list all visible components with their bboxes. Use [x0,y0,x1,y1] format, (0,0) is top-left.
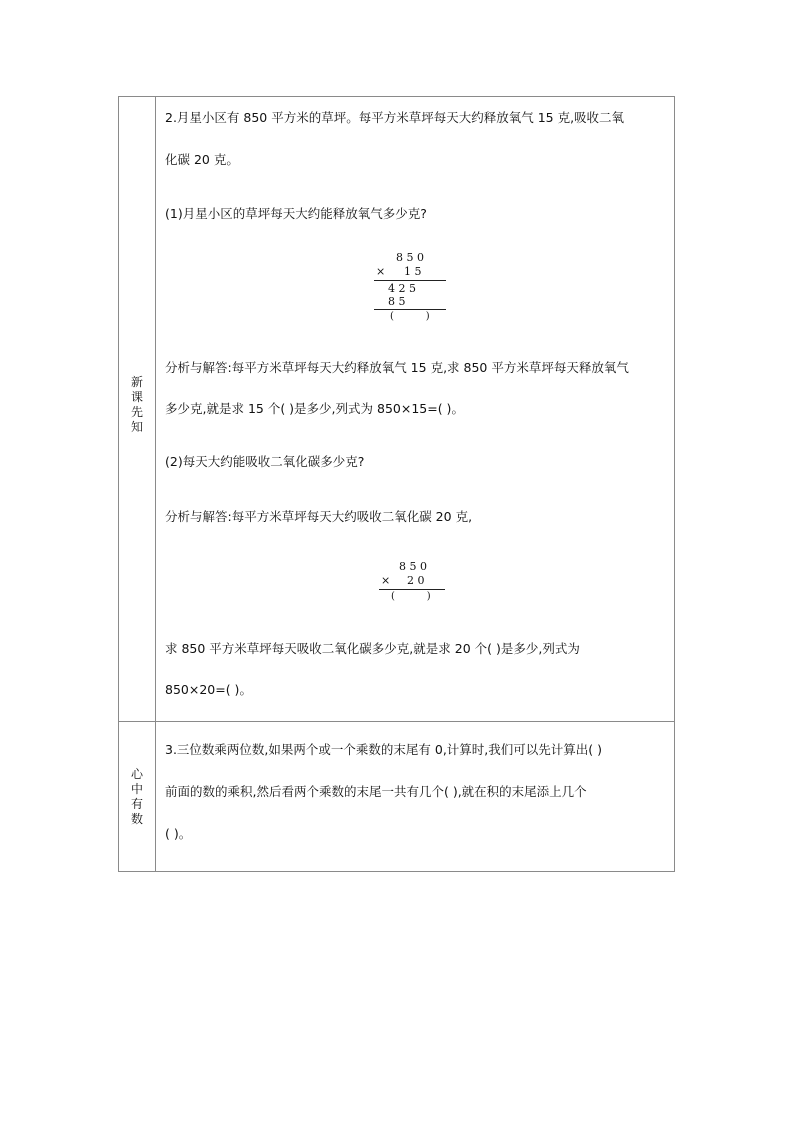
summary-line-1: 3.三位数乘两位数,如果两个或一个乘数的末尾有 0,计算时,我们可以先计算出( ) [165,742,603,757]
analysis-1-line-2: 多少克,就是求 15 个( )是多少,列式为 850×15=( )。 [165,401,464,416]
label-char: 课 [130,390,143,404]
calc2-result-blank: ( ) [391,591,431,602]
calc2-times-sign: × [381,574,391,587]
label-char: 有 [130,797,143,811]
vertical-calculation-2 [379,560,454,605]
calc1-multiplier: 1 5 [404,265,422,278]
calc1-times-sign: × [376,265,386,278]
label-char: 中 [130,782,143,796]
calc1-rule-2 [374,309,446,310]
question-2: (2)每天大约能吸收二氧化碳多少克? [165,454,365,469]
column-divider [155,97,156,871]
label-char: 先 [130,405,143,419]
summary-line-2: 前面的数的乘积,然后看两个乘数的末尾一共有几个( ),就在积的末尾添上几个 [165,784,587,799]
calc1-partial-2: 8 5 [388,295,406,308]
question-1: (1)月星小区的草坪每天大约能释放氧气多少克? [165,206,427,221]
problem-line-1: 2.月星小区有 850 平方米的草坪。每平方米草坪每天大约释放氧气 15 克,吸收二氧 [165,110,625,125]
label-char: 数 [130,812,143,826]
label-char: 新 [130,375,143,389]
calc1-partial-1: 4 2 5 [388,282,416,295]
analysis-2-line-1: 分析与解答:每平方米草坪每天大约吸收二氧化碳 20 克, [165,509,473,524]
label-char: 知 [130,420,143,434]
section-label-new-lesson [119,375,155,435]
analysis-1-line-1: 分析与解答:每平方米草坪每天大约释放氧气 15 克,求 850 平方米草坪每天释放氧气 [165,360,629,375]
calc1-result-blank: ( ) [390,311,430,322]
problem-line-2: 化碳 20 克。 [165,152,239,167]
label-char: 心 [130,767,143,781]
vertical-calculation-1 [374,251,449,331]
calc2-multiplier: 2 0 [407,574,425,587]
section-label-summary [119,767,155,827]
analysis-2-line-2: 求 850 平方米草坪每天吸收二氧化碳多少克,就是求 20 个( )是多少,列式为 [165,641,580,656]
analysis-2-line-3: 850×20=( )。 [165,682,252,697]
calc2-rule [379,589,445,590]
summary-line-3: ( )。 [165,826,192,841]
calc1-multiplicand: 8 5 0 [396,251,424,264]
row-divider [119,721,674,722]
calc1-rule-1 [374,280,446,281]
calc2-multiplicand: 8 5 0 [399,560,427,573]
worksheet-table [118,96,675,872]
